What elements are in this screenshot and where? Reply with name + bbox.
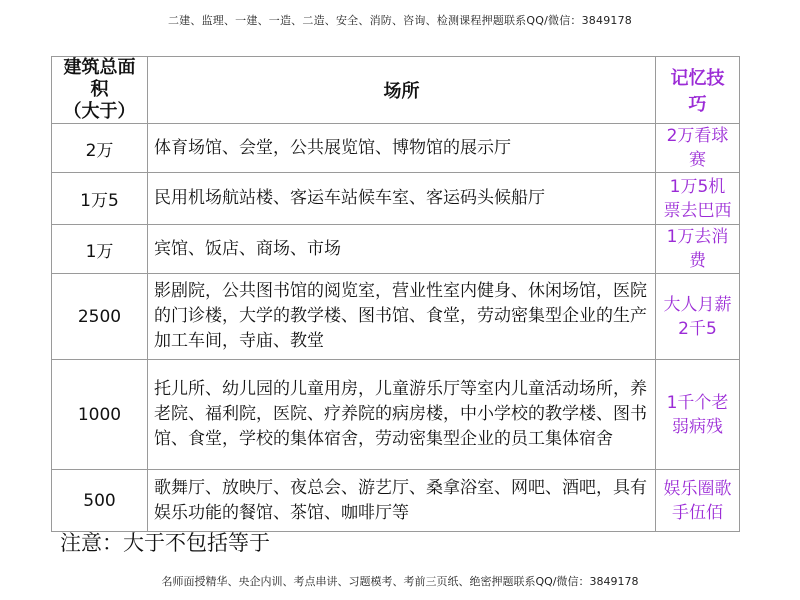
table-header-row — [52, 57, 740, 124]
header-place: 场所 — [148, 57, 656, 124]
table-row — [52, 360, 740, 470]
tip-cell: 娱乐圈歌手伍佰 — [656, 470, 740, 532]
place-cell: 民用机场航站楼、客运车站候车室、客运码头候船厅 — [148, 173, 656, 225]
tip-cell: 大人月薪2千5 — [656, 274, 740, 360]
header-banner: 二建、监理、一建、一造、二造、安全、消防、咨询、检测课程押题联系QQ/微信：3849178 — [167, 14, 632, 27]
place-cell: 托儿所、幼儿园的儿童用房，儿童游乐厅等室内儿童活动场所，养老院、福利院，医院、疗养院的病房楼，中小学校的教学楼、图书馆、食堂，学校的集体宿舍，劳动密集型企业的员工集体宿舍 — [148, 360, 656, 470]
footer-banner: 名师面授精华、央企内训、考点串讲、习题模考、考前三页纸、绝密押题联系QQ/微信：3849178 — [161, 575, 639, 588]
table-row — [52, 124, 740, 173]
area-cell: 1000 — [52, 360, 148, 470]
tip-cell: 1千个老弱病残 — [656, 360, 740, 470]
place-cell: 宾馆、饭店、商场、市场 — [148, 225, 656, 274]
area-cell: 2万 — [52, 124, 148, 173]
header-area-label: 建筑总面积 （大于） — [63, 57, 136, 122]
header-tip: 记忆技巧 — [656, 57, 740, 124]
table-row — [52, 274, 740, 360]
tip-cell: 1万去消费 — [656, 225, 740, 274]
tip-cell: 2万看球赛 — [656, 124, 740, 173]
area-cell: 500 — [52, 470, 148, 532]
area-threshold-table — [51, 56, 740, 532]
area-cell: 1万 — [52, 225, 148, 274]
area-cell: 2500 — [52, 274, 148, 360]
tip-cell: 1万5机票去巴西 — [656, 173, 740, 225]
table-row — [52, 225, 740, 274]
place-cell: 歌舞厅、放映厅、夜总会、游艺厅、桑拿浴室、网吧、酒吧，具有娱乐功能的餐馆、茶馆、咖啡厅等 — [148, 470, 656, 532]
table-row — [52, 470, 740, 532]
table-row — [52, 173, 740, 225]
header-area — [52, 57, 148, 124]
place-cell: 影剧院，公共图书馆的阅览室，营业性室内健身、休闲场馆，医院的门诊楼，大学的教学楼、图书馆、食堂，劳动密集型企业的生产加工车间，寺庙、教堂 — [148, 274, 656, 360]
area-cell: 1万5 — [52, 173, 148, 225]
note-text: 注意：大于不包括等于 — [60, 531, 270, 555]
place-cell: 体育场馆、会堂，公共展览馆、博物馆的展示厅 — [148, 124, 656, 173]
